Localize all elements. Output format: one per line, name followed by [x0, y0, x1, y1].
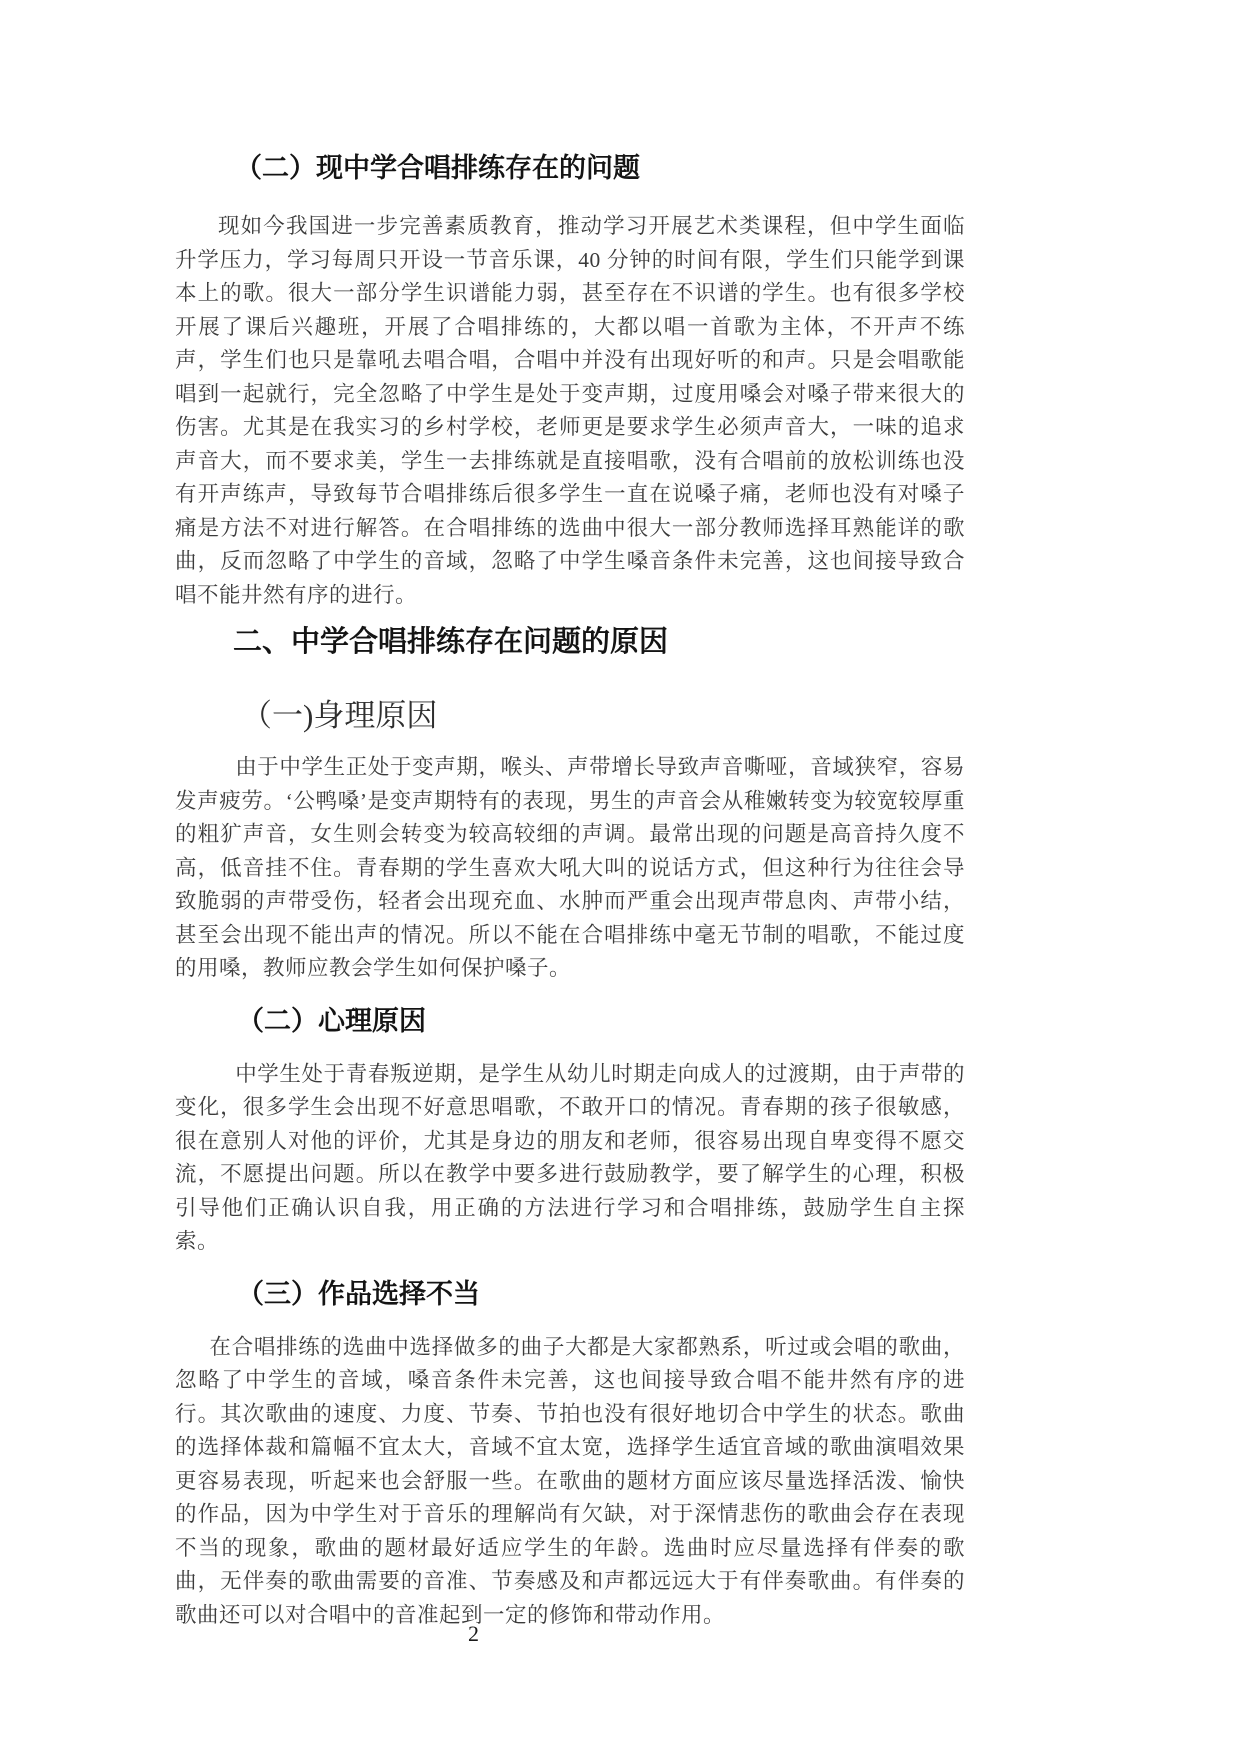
- page-number: 2: [468, 1621, 479, 1646]
- document-body: [175, 148, 965, 1632]
- paragraph-repertoire: 在合唱排练的选曲中选择做多的曲子大都是大家都熟系，听过或会唱的歌曲，忽略了中学生的音域，嗓音条件未完善，这也间接导致合唱不能井然有序的进行。其次歌曲的速度、力度、节奏、节拍也没有很好地切合中学生的状态。歌曲的选择体裁和篇幅不宜太大，音域不宜太宽，选择学生适宜音域的歌曲演唱效果更容易表现，听起来也会舒服一些。在歌曲的题材方面应该尽量选择活泼、愉快的作品，因为中学生对于音乐的理解尚有欠缺，对于深情悲伤的歌曲会存在表现不当的现象，歌曲的题材最好适应学生的年龄。选曲时应尽量选择有伴奏的歌曲，无伴奏的歌曲需要的音准、节奏感及和声都远远大于有伴奏歌曲。有伴奏的歌曲还可以对合唱中的音准起到一定的修饰和带动作用。: [175, 1334, 965, 1627]
- chapter-heading-causes: 二、中学合唱排练存在问题的原因: [233, 626, 669, 658]
- paragraph-psychological: 中学生处于青春叛逆期，是学生从幼儿时期走向成人的过渡期，由于声带的变化，很多学生会出现不好意思唱歌，不敢开口的情况。青春期的孩子很敏感，很在意别人对他的评价，尤其是身边的朋友和老师，很容易出现自卑变得不愿交流，不愿提出问题。所以在教学中要多进行鼓励教学，要了解学生的心理，积极引导他们正确认识自我，用正确的方法进行学习和合唱排练，鼓励学生自主探索。: [175, 1061, 965, 1253]
- section-heading-physiological: （一)身理原因: [241, 698, 438, 733]
- section-heading-repertoire: （三）作品选择不当: [237, 1278, 480, 1309]
- paragraph-physiological: 由于中学生正处于变声期，喉头、声带增长导致声音嘶哑，音域狭窄，容易发声疲劳。‘公鸭嗓’是变声期特有的表现，男生的声音会从稚嫩转变为较宽较厚重的粗犷声音，女生则会转变为较高较细的声调。最常出现的问题是高音持久度不高，低音挂不住。青春期的学生喜欢大吼大叫的说话方式，但这种行为往往会导致脆弱的声带受伤，轻者会出现充血、水肿而严重会出现声带息肉、声带小结，甚至会出现不能出声的情况。所以不能在合唱排练中毫无节制的唱歌，不能过度的用嗓，教师应教会学生如何保护嗓子。: [175, 755, 965, 980]
- section-heading-psychological: （二）心理原因: [237, 1005, 426, 1036]
- section-heading-problems: （二）现中学合唱排练存在的问题: [235, 153, 640, 183]
- paragraph-problems: 现如今我国进一步完善素质教育，推动学习开展艺术类课程，但中学生面临升学压力，学习每周只开设一节音乐课，40 分钟的时间有限，学生们只能学到课本上的歌。很大一部分学生识谱能力弱，甚至存在不识谱的学生。也有很多学校开展了课后兴趣班，开展了合唱排练的，大都以唱一首歌为主体，不开声不练声，学生们也只是靠吼去唱合唱，合唱中并没有出现好听的和声。只是会唱歌能唱到一起就行，完全忽略了中学生是处于变声期，过度用嗓会对嗓子带来很大的伤害。尤其是在我实习的乡村学校，老师更是要求学生必须声音大，一味的追求声音大，而不要求美，学生一去排练就是直接唱歌，没有合唱前的放松训练也没有开声练声，导致每节合唱排练后很多学生一直在说嗓子痛，老师也没有对嗓子痛是方法不对进行解答。在合唱排练的选曲中很大一部分教师选择耳熟能详的歌曲，反而忽略了中学生的音域，忽略了中学生嗓音条件未完善，这也间接导致合唱不能井然有序的进行。: [175, 214, 965, 607]
